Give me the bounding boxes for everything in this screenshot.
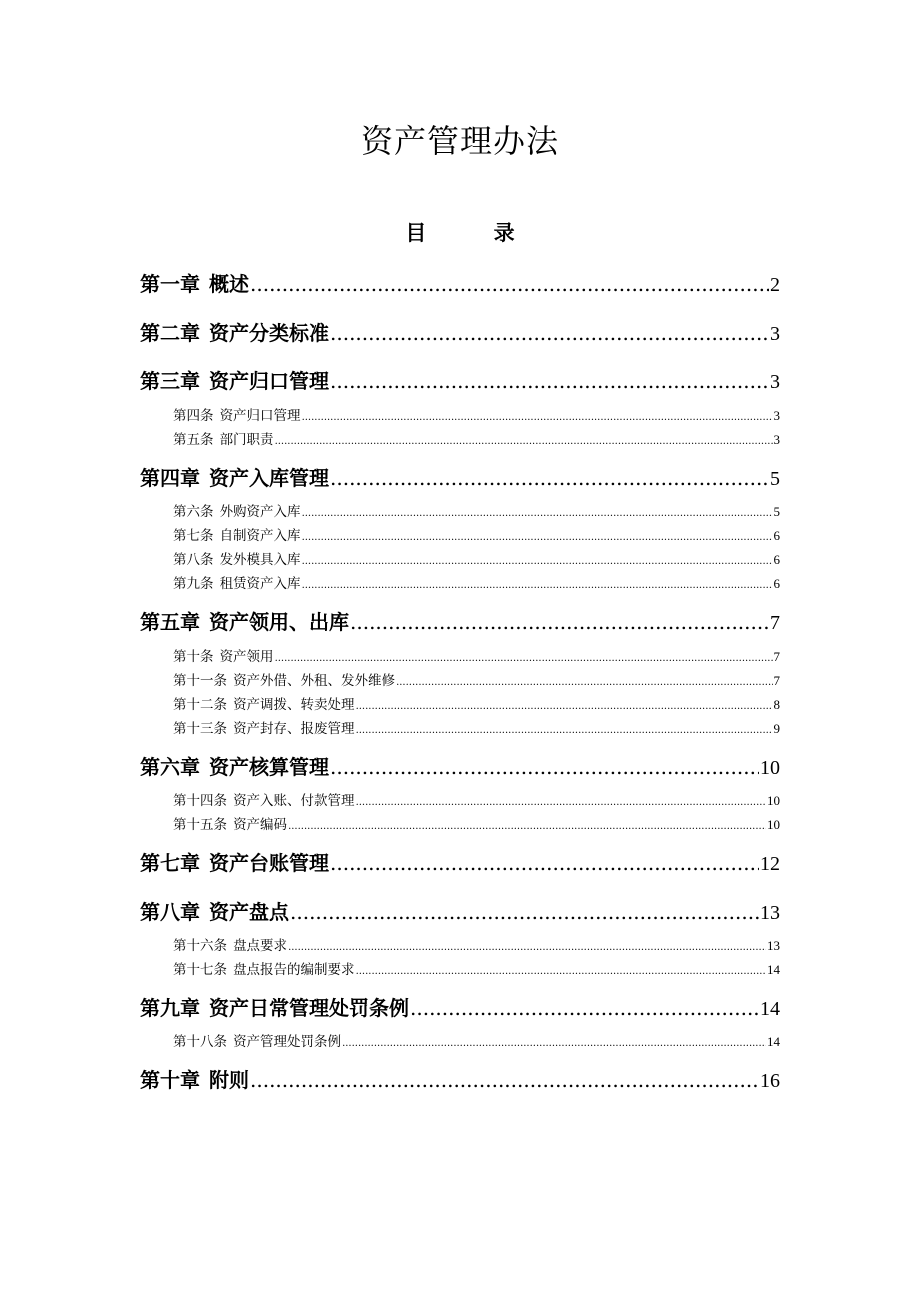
- toc-entry-title: 资产归口管理: [209, 369, 329, 393]
- toc-leader-dots: [330, 466, 769, 490]
- toc-page-number: 3: [773, 432, 780, 447]
- toc-leader-dots: [275, 436, 773, 447]
- toc-entry-number: 第十五条: [173, 817, 227, 833]
- toc-entry-number: 第九章: [140, 996, 200, 1020]
- toc-entry-number: 第十一条: [173, 673, 227, 689]
- toc-entry-label: [140, 462, 329, 491]
- toc-entry-number: 第八章: [140, 900, 200, 924]
- toc-entry-number: 第九条: [173, 576, 214, 592]
- toc-article[interactable]: [173, 669, 780, 689]
- toc-entry-label: [173, 1030, 341, 1050]
- toc-leader-dots: [275, 653, 773, 664]
- toc-entry-label: [173, 789, 355, 809]
- toc-leader-dots: [330, 755, 759, 779]
- toc-page-number: 5: [770, 468, 780, 490]
- toc-entry-label: [140, 317, 329, 346]
- toc-entry-label: [173, 645, 274, 665]
- toc-page-number: 7: [773, 673, 780, 688]
- toc-entry-label: [173, 428, 274, 448]
- toc-entry-label: [173, 669, 395, 689]
- toc-page-number: 6: [773, 528, 780, 543]
- toc-entry-label: [140, 992, 409, 1021]
- toc-leader-dots: [250, 272, 769, 296]
- toc-entry-label: [173, 934, 287, 954]
- toc-entry-number: 第十四条: [173, 793, 227, 809]
- toc-entry-label: [173, 717, 355, 737]
- toc-entry-title: 资产外借、外租、发外维修: [233, 673, 396, 689]
- toc-leader-dots: [302, 580, 773, 591]
- toc-entry-number: 第十条: [173, 649, 214, 665]
- toc-page-number: 14: [767, 1034, 780, 1049]
- toc-entry-label: [140, 847, 329, 876]
- toc-entry-label: [140, 365, 329, 394]
- toc-chapter[interactable]: [140, 462, 780, 491]
- toc-page-number: 8: [773, 697, 780, 712]
- toc-entry-number: 第十七条: [173, 962, 227, 978]
- toc-leader-dots: [330, 851, 759, 875]
- toc-leader-dots: [288, 942, 766, 953]
- toc-leader-dots: [330, 321, 769, 345]
- toc-entry-number: 第十三条: [173, 721, 227, 737]
- toc-article[interactable]: [173, 404, 780, 424]
- toc-entry-label: [173, 500, 301, 520]
- toc-leader-dots: [290, 900, 759, 924]
- toc-leader-dots: [356, 701, 773, 712]
- toc-article[interactable]: [173, 693, 780, 713]
- toc-entry-label: [173, 693, 355, 713]
- toc-entry-number: 第三章: [140, 369, 200, 393]
- toc-entry-title: 自制资产入库: [219, 528, 301, 544]
- toc-entry-title: 盘点要求: [233, 938, 288, 954]
- toc-entry-number: 第六章: [140, 755, 200, 779]
- document-title: 资产管理办法: [360, 122, 559, 160]
- toc-chapter[interactable]: [140, 847, 780, 876]
- toc-article[interactable]: [173, 524, 780, 544]
- toc-page-number: 16: [760, 1070, 780, 1092]
- toc-page-number: 3: [770, 371, 780, 393]
- toc-entry-label: [140, 896, 289, 925]
- toc-entry-number: 第十六条: [173, 938, 227, 954]
- toc-entry-number: 第六条: [173, 504, 214, 520]
- toc-page-number: 10: [767, 817, 780, 832]
- toc-entry-title: 部门职责: [219, 432, 274, 448]
- toc-entry-title: 发外模具入库: [219, 552, 301, 568]
- toc-entry-title: 资产日常管理处罚条例: [209, 996, 409, 1020]
- toc-entry-number: 第八条: [173, 552, 214, 568]
- toc-article[interactable]: [173, 645, 780, 665]
- toc-entry-number: 第五章: [140, 610, 200, 634]
- toc-leader-dots: [330, 369, 769, 393]
- toc-page-number: 3: [773, 408, 780, 423]
- toc-leader-dots: [356, 797, 766, 808]
- toc-entry-title: 资产盘点: [209, 900, 289, 924]
- toc-chapter[interactable]: [140, 896, 780, 925]
- toc-page-number: 7: [773, 649, 780, 664]
- toc-entry-number: 第七条: [173, 528, 214, 544]
- toc-article[interactable]: [173, 1030, 780, 1050]
- toc-entry-title: 概述: [209, 272, 249, 296]
- toc-leader-dots: [302, 508, 773, 519]
- toc-heading-text: 目 录: [405, 221, 545, 245]
- toc-page-number: 6: [773, 552, 780, 567]
- toc-entry-label: [173, 548, 301, 568]
- toc-chapter[interactable]: [140, 606, 780, 635]
- toc-entry-number: 第十八条: [173, 1034, 227, 1050]
- toc-entry-title: 资产管理处罚条例: [233, 1034, 342, 1050]
- toc-entry-title: 盘点报告的编制要求: [233, 962, 355, 978]
- toc-entry-title: 资产封存、报废管理: [233, 721, 355, 737]
- toc-entry-title: 外购资产入库: [219, 504, 301, 520]
- toc-page-number: 5: [773, 504, 780, 519]
- toc-page-number: 7: [770, 612, 780, 634]
- toc-chapter[interactable]: [140, 992, 780, 1021]
- toc-page-number: 10: [760, 757, 780, 779]
- toc-leader-dots: [342, 1038, 766, 1049]
- toc-article[interactable]: [173, 548, 780, 568]
- toc-leader-dots: [350, 610, 769, 634]
- toc-leader-dots: [356, 725, 773, 736]
- toc-entry-number: 第一章: [140, 272, 200, 296]
- toc-page-number: 13: [767, 938, 780, 953]
- toc-entry-number: 第十章: [140, 1068, 200, 1092]
- toc-entry-title: 资产入库管理: [209, 466, 329, 490]
- toc-entry-label: [173, 813, 287, 833]
- toc-leader-dots: [302, 532, 773, 543]
- toc-entry-title: 附则: [209, 1068, 249, 1092]
- toc-article[interactable]: [173, 813, 780, 833]
- toc-article[interactable]: [173, 500, 780, 520]
- toc-entry-title: 资产领用: [219, 649, 274, 665]
- toc-entry-number: 第二章: [140, 321, 200, 345]
- toc-page-number: 9: [773, 721, 780, 736]
- toc-article[interactable]: [173, 428, 780, 448]
- toc-chapter[interactable]: [140, 268, 780, 297]
- toc-entry-title: 资产归口管理: [219, 408, 301, 424]
- toc-entry-title: 资产分类标准: [209, 321, 329, 345]
- toc-page-number: 14: [767, 962, 780, 977]
- toc-entry-label: [173, 524, 301, 544]
- toc-entry-title: 资产编码: [233, 817, 288, 833]
- toc-entry-label: [140, 751, 329, 780]
- toc-chapter[interactable]: [140, 317, 780, 346]
- toc-article[interactable]: [173, 789, 780, 809]
- toc-leader-dots: [288, 821, 766, 832]
- toc-page-number: 14: [760, 998, 780, 1020]
- toc-entry-number: 第十二条: [173, 697, 227, 713]
- toc-page-number: 12: [760, 853, 780, 875]
- toc-leader-dots: [250, 1068, 759, 1092]
- toc-page-number: 6: [773, 576, 780, 591]
- toc-entry-label: [173, 958, 355, 978]
- toc-article[interactable]: [173, 572, 780, 592]
- toc-entry-title: 资产调拨、转卖处理: [233, 697, 355, 713]
- toc-entry-number: 第四章: [140, 466, 200, 490]
- toc-entry-label: [140, 606, 349, 635]
- toc-page-number: 3: [770, 323, 780, 345]
- toc-entry-title: 资产核算管理: [209, 755, 329, 779]
- toc-article[interactable]: [173, 958, 780, 978]
- toc-entry-label: [140, 1064, 249, 1093]
- toc-page-number: 13: [760, 902, 780, 924]
- toc-leader-dots: [302, 412, 773, 423]
- toc-leader-dots: [410, 996, 759, 1020]
- toc-entry-label: [173, 572, 301, 592]
- toc-article[interactable]: [173, 717, 780, 737]
- toc-leader-dots: [302, 556, 773, 567]
- toc-chapter[interactable]: [140, 365, 780, 394]
- toc-entry-title: 租赁资产入库: [219, 576, 301, 592]
- toc-entry-number: 第五条: [173, 432, 214, 448]
- toc-entry-title: 资产入账、付款管理: [233, 793, 355, 809]
- toc-entry-label: [140, 268, 249, 297]
- toc-entry-number: 第七章: [140, 851, 200, 875]
- toc-entry-title: 资产领用、出库: [209, 610, 349, 634]
- toc-chapter[interactable]: [140, 751, 780, 780]
- toc-page-number: 10: [767, 793, 780, 808]
- toc-entry-label: [173, 404, 301, 424]
- toc-leader-dots: [396, 677, 772, 688]
- toc-leader-dots: [356, 966, 766, 977]
- toc-entry-title: 资产台账管理: [209, 851, 329, 875]
- toc-article[interactable]: [173, 934, 780, 954]
- toc-chapter[interactable]: [140, 1064, 780, 1093]
- toc-entry-number: 第四条: [173, 408, 214, 424]
- toc-page-number: 2: [770, 274, 780, 296]
